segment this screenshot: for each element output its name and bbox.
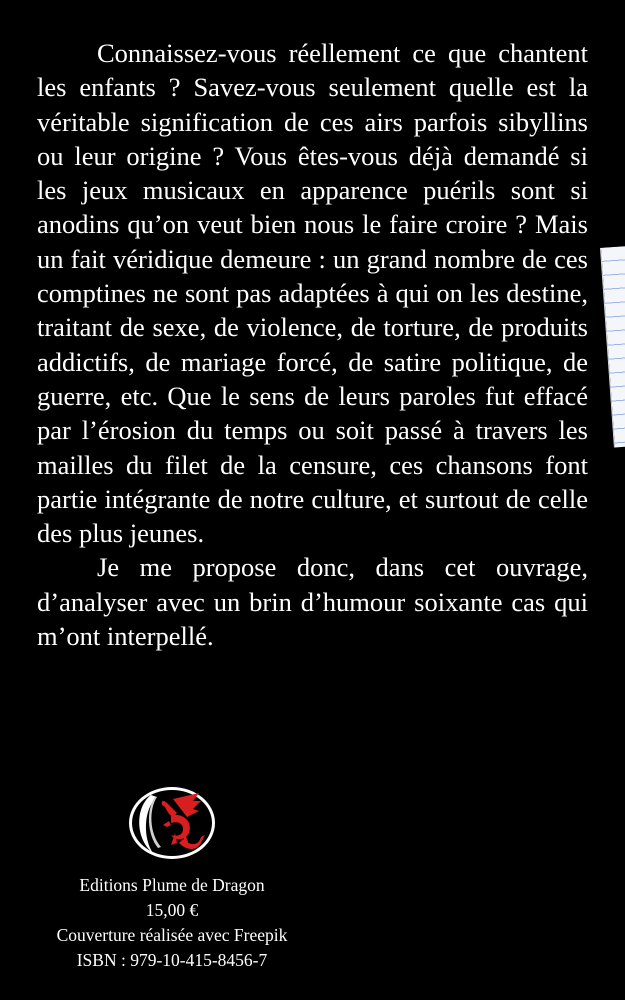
publisher-name: Editions Plume de Dragon xyxy=(79,875,265,895)
blurb-paragraph-2: Je me propose donc, dans cet ouvrage, d’analyser avec un brin d’humour soixante cas qui m’ont interpellé. xyxy=(37,552,588,652)
blurb-paragraph-1: Connaissez-vous réellement ce que chantent les enfants ? Savez-vous seulement quelle est la véritable signification de ces airs parfois sibyllins ou leur origine ? Vous êtes-vous déjà demandé si les jeux musicaux en apparence puérils sont si anodins qu’on veut bien nous le faire croire ? Mais un fait véridique demeure : un grand nombre de ces comptines ne sont pas adaptées à qui on les destine, traitant de sexe, de violence, de torture, de produits addictifs, de mariage forcé, de satire politique, de guerre, etc. Que le sens de leurs paroles fut effacé par l’érosion du temps ou soit passé à travers les mailles du filet de la censure, ces chansons font partie intégrante de notre culture, et surtout de celle des plus jeunes. xyxy=(37,38,588,549)
dragon-quill-logo-icon xyxy=(127,785,217,861)
notebook-paper-decoration xyxy=(600,245,625,447)
blurb-text xyxy=(37,36,588,653)
cover-credit: Couverture réalisée avec Freepik xyxy=(56,925,288,945)
isbn-number: ISBN : 979-10-415-8456-7 xyxy=(76,950,268,970)
book-price: 15,00 € xyxy=(145,900,199,920)
publisher-imprint xyxy=(0,873,344,973)
